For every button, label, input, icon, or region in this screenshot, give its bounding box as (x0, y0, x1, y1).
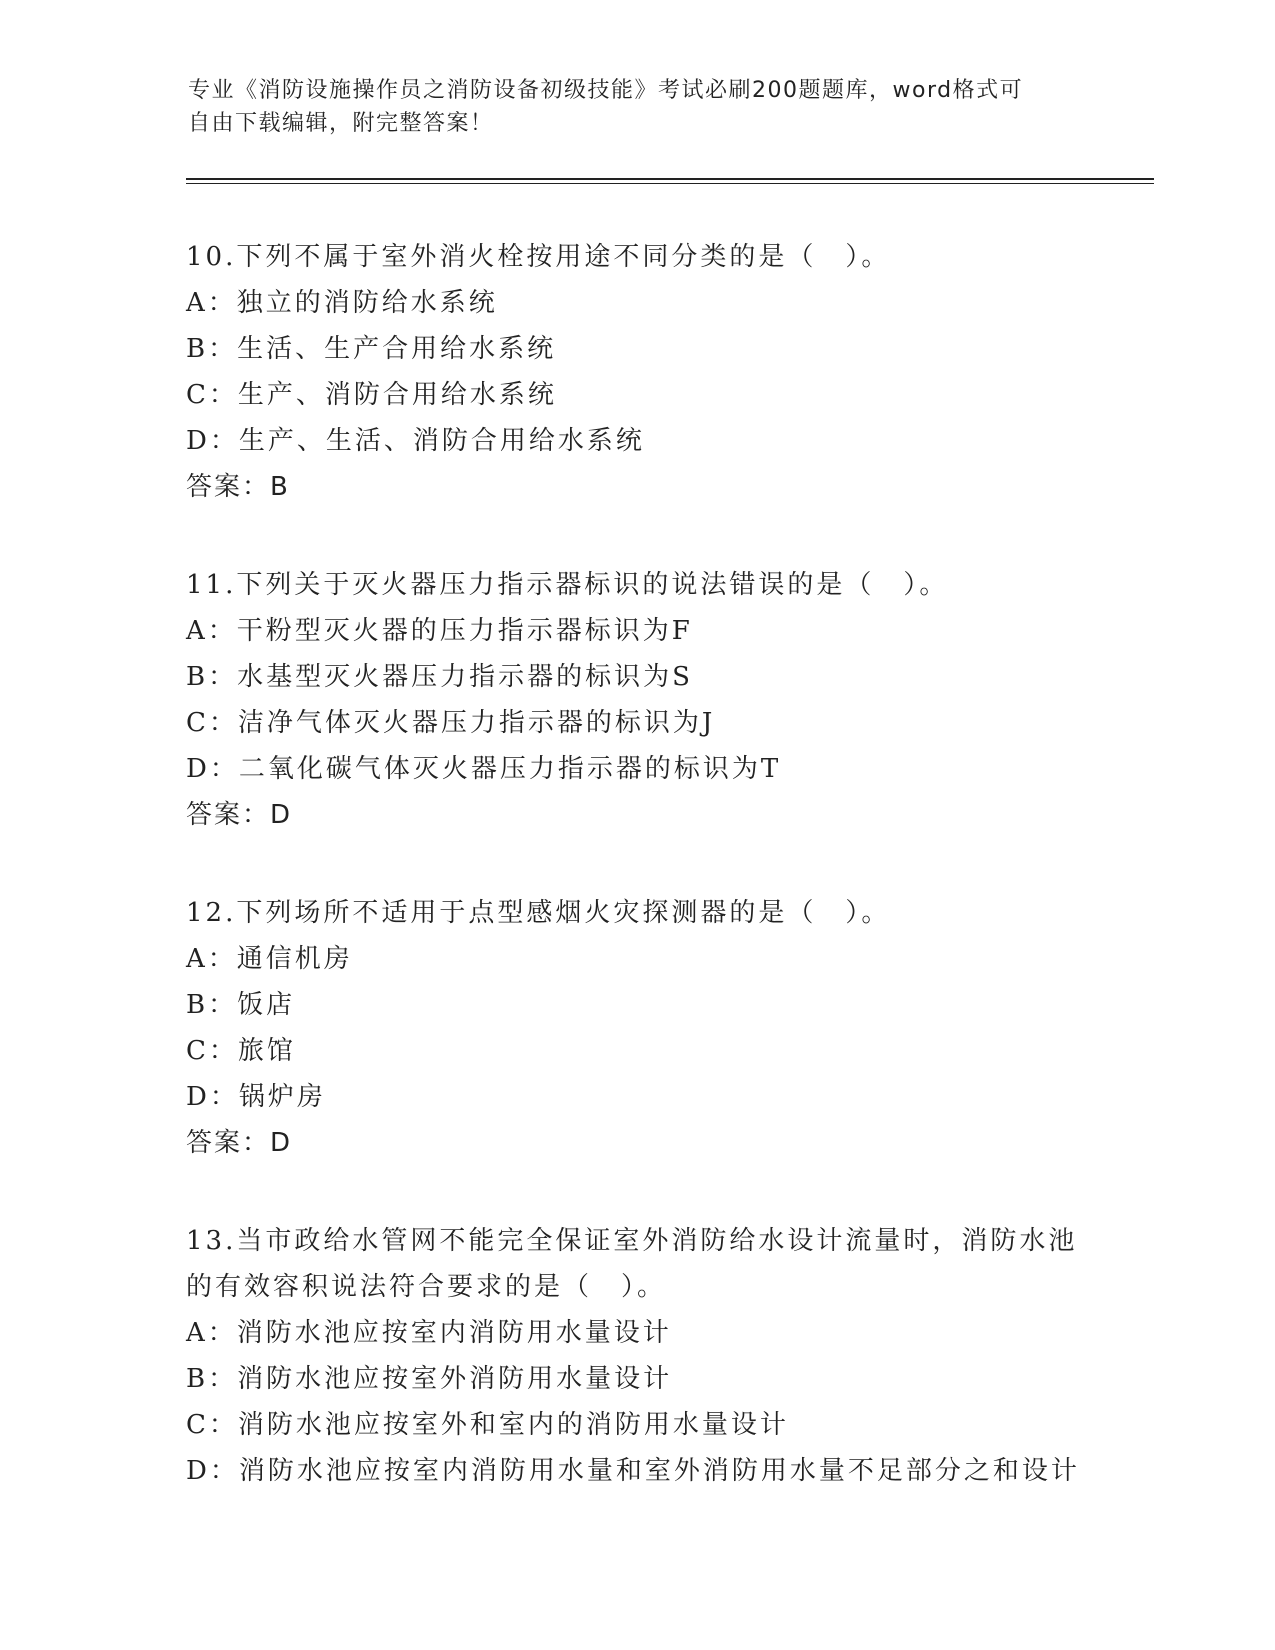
question-stem: 13.当市政给水管网不能完全保证室外消防给水设计流量时，消防水池的有效容积说法符合要求的是（ ）。 (186, 1226, 1078, 1302)
question-11 (186, 562, 1166, 838)
option-c: C：洁净气体灭火器压力指示器的标识为J (186, 708, 716, 738)
header-divider-thick (186, 178, 1154, 180)
question-13 (186, 1218, 1166, 1494)
header-line-2: 自由下载编辑，附完整答案！ (188, 111, 494, 136)
answer-line: 答案：D (186, 1128, 293, 1158)
option-c: C：消防水池应按室外和室内的消防用水量设计 (186, 1410, 789, 1440)
option-c: C：生产、消防合用给水系统 (186, 380, 557, 410)
option-d: D：二氧化碳气体灭火器压力指示器的标识为T (186, 754, 782, 784)
header-divider-thin (186, 183, 1154, 184)
option-d: D：消防水池应按室内消防用水量和室外消防用水量不足部分之和设计 (186, 1456, 1080, 1486)
question-stem: 12.下列场所不适用于点型感烟火灾探测器的是（ ）。 (186, 898, 891, 928)
option-b: B：生活、生产合用给水系统 (186, 334, 557, 364)
question-12 (186, 890, 1166, 1166)
option-b: B：水基型灭火器压力指示器的标识为S (186, 662, 693, 692)
answer-line: 答案：B (186, 472, 290, 502)
answer-line: 答案：D (186, 800, 293, 830)
document-header (188, 74, 1088, 140)
header-line-1: 专业《消防设施操作员之消防设备初级技能》考试必刷200题题库，word格式可 (188, 78, 1024, 103)
option-d: D：生产、生活、消防合用给水系统 (186, 426, 645, 456)
option-a: A：干粉型灭火器的压力指示器标识为F (186, 616, 693, 646)
question-stem: 10.下列不属于室外消火栓按用途不同分类的是（ ）。 (186, 242, 891, 272)
option-d: D：锅炉房 (186, 1082, 326, 1112)
option-c: C：旅馆 (186, 1036, 296, 1066)
question-list (186, 234, 1166, 1546)
question-stem: 11.下列关于灭火器压力指示器标识的说法错误的是（ ）。 (186, 570, 949, 600)
option-a: A：独立的消防给水系统 (186, 288, 498, 318)
question-10 (186, 234, 1166, 510)
option-b: B：饭店 (186, 990, 296, 1020)
option-b: B：消防水池应按室外消防用水量设计 (186, 1364, 673, 1394)
option-a: A：通信机房 (186, 944, 353, 974)
option-a: A：消防水池应按室内消防用水量设计 (186, 1318, 672, 1348)
